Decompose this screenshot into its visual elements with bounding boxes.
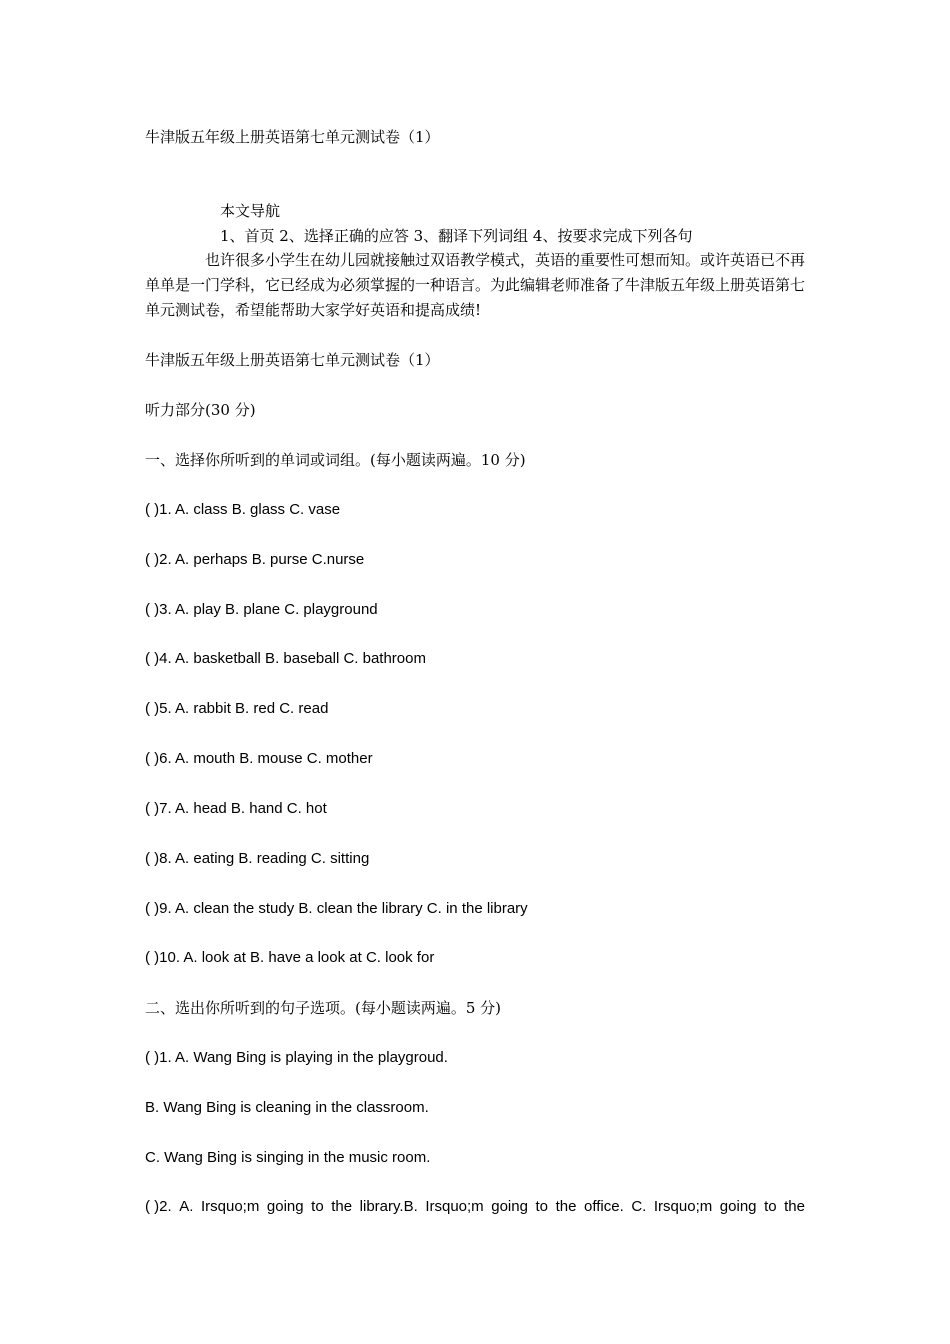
question-item: ( )10. A. look at B. have a look at C. look for: [145, 949, 435, 966]
word: to: [535, 1198, 549, 1215]
question-item: ( )6. A. mouth B. mouse C. mother: [145, 750, 373, 767]
word: going: [491, 1198, 528, 1215]
question-item: ( )7. A. head B. hand C. hot: [145, 800, 327, 817]
word: library.B.: [359, 1198, 418, 1215]
document-title-repeat: 牛津版五年级上册英语第七单元测试卷（1）: [145, 351, 440, 369]
word: A.: [179, 1198, 194, 1215]
document-page: [145, 0, 805, 1344]
word: ( )2.: [145, 1198, 172, 1215]
word: Irsquo;m: [425, 1198, 484, 1215]
question-item: ( )1. A. class B. glass C. vase: [145, 501, 341, 518]
intro-paragraph: 也许很多小学生在幼儿园就接触过双语教学模式，英语的重要性可想而知。或许英语已不再单单是一门学科，它已经成为必须掌握的一种语言。为此编辑老师准备了牛津版五年级上册英语第七单元测试卷，希望能帮助大家学好英语和提高成绩!: [145, 251, 806, 319]
word: Irsquo;m: [200, 1198, 260, 1215]
word: to: [311, 1198, 324, 1215]
word: office.: [584, 1198, 624, 1215]
word: going: [719, 1198, 757, 1215]
question-item: ( )2. A. perhaps B. purse C.nurse: [145, 551, 365, 568]
nav-links[interactable]: 1、首页 2、选择正确的应答 3、翻译下列词组 4、按要求完成下列各句: [220, 227, 693, 245]
question-item-justified: [145, 1197, 805, 1217]
section1-heading: 一、选择你所听到的单词或词组。(每小题读两遍。10 分): [145, 451, 526, 469]
question-item: ( )5. A. rabbit B. red C. read: [145, 700, 329, 717]
question-item: ( )9. A. clean the study B. clean the library C. in the library: [145, 900, 528, 917]
question-item: ( )3. A. play B. plane C. playground: [145, 601, 378, 618]
word: to: [764, 1198, 777, 1215]
word: Irsquo;m: [653, 1198, 713, 1215]
word: the: [555, 1198, 577, 1215]
word: C.: [631, 1198, 647, 1215]
document-title: 牛津版五年级上册英语第七单元测试卷（1）: [145, 128, 440, 146]
question-item: ( )4. A. basketball B. baseball C. bathroom: [145, 650, 426, 667]
listening-section-header: 听力部分(30 分): [145, 401, 256, 419]
word: the: [784, 1198, 805, 1215]
word: the: [331, 1198, 353, 1215]
answer-option: B. Wang Bing is cleaning in the classroom.: [145, 1099, 429, 1116]
word: going: [266, 1198, 304, 1215]
question-item: ( )1. A. Wang Bing is playing in the playgroud.: [145, 1049, 448, 1066]
section2-heading: 二、选出你所听到的句子选项。(每小题读两遍。5 分): [145, 999, 502, 1017]
question-item: ( )8. A. eating B. reading C. sitting: [145, 850, 370, 867]
answer-option: C. Wang Bing is singing in the music room.: [145, 1149, 431, 1166]
nav-title: 本文导航: [220, 202, 281, 220]
